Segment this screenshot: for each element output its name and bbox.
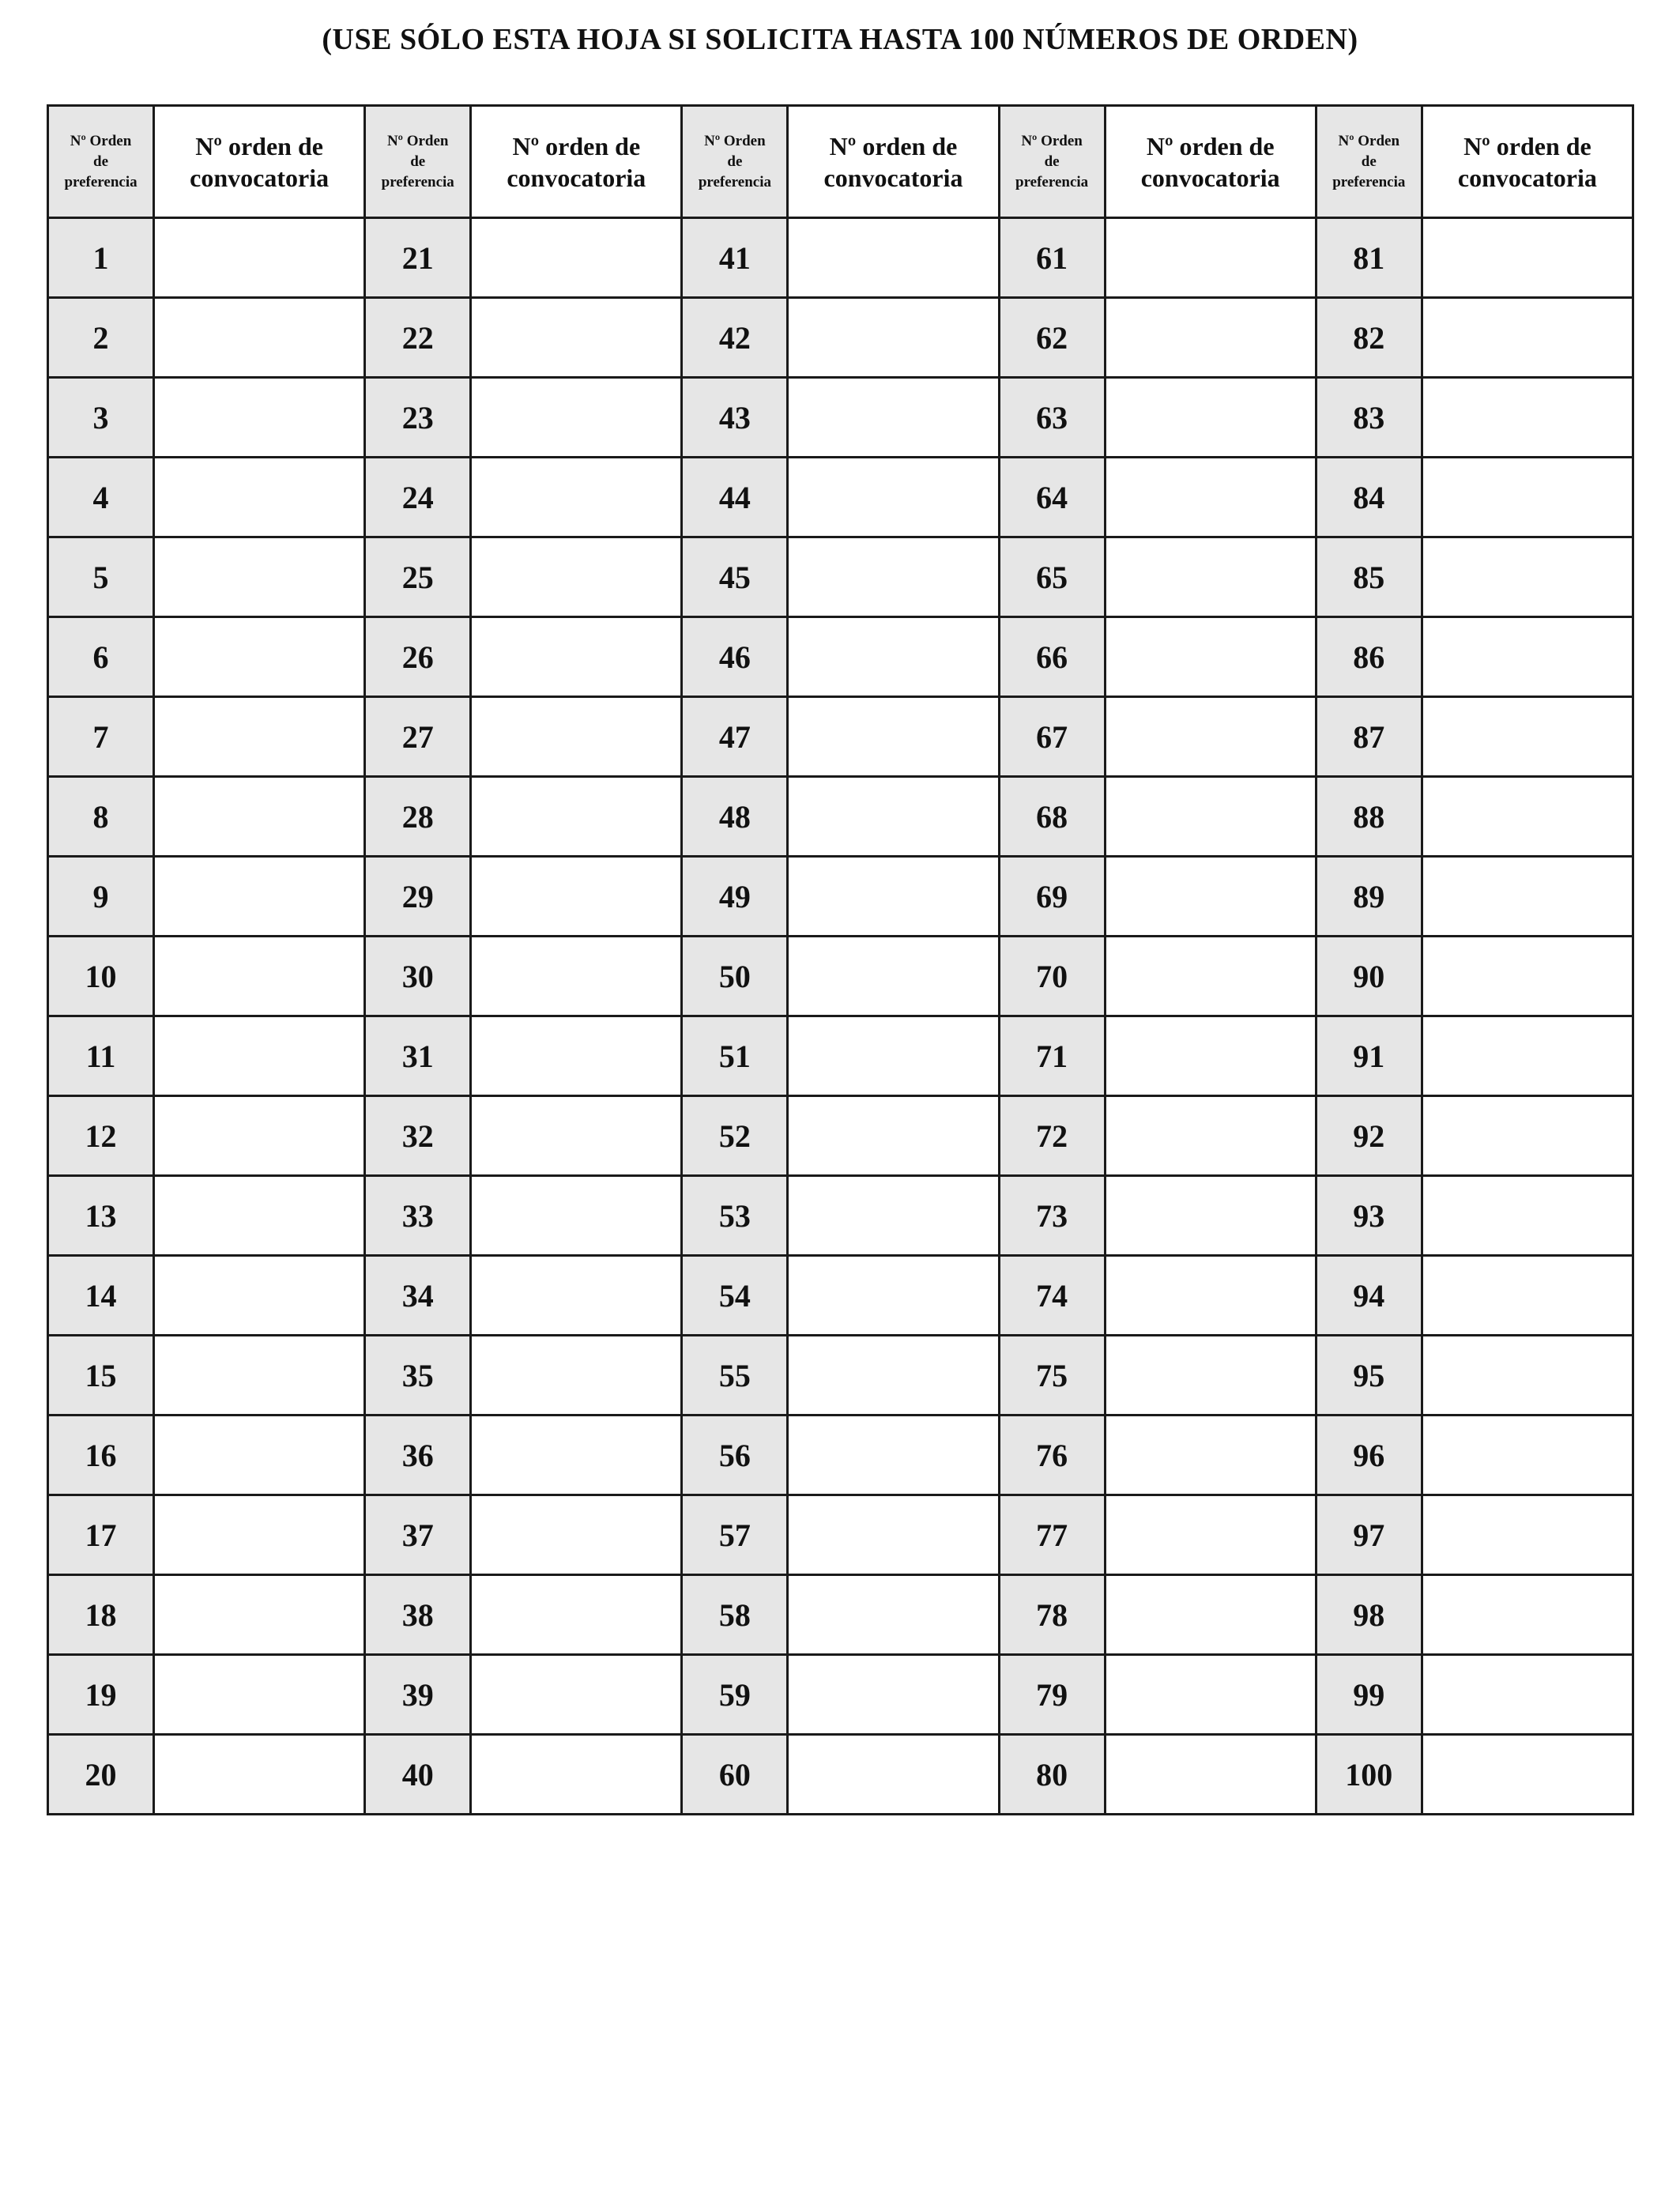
call-order-entry-cell[interactable]	[154, 937, 365, 1016]
header-text-line: Nº Orden	[704, 132, 766, 149]
header-call-order	[1422, 106, 1633, 218]
call-order-entry-cell[interactable]	[154, 1735, 365, 1815]
header-text-line: de	[1044, 153, 1060, 170]
header-text-line: de	[727, 153, 743, 170]
call-order-entry-cell[interactable]	[1105, 458, 1316, 537]
call-order-entry-cell[interactable]	[1105, 1575, 1316, 1655]
call-order-entry-cell[interactable]	[1422, 1096, 1633, 1176]
call-order-entry-cell[interactable]	[154, 1176, 365, 1256]
header-text-line: de	[1361, 153, 1377, 170]
call-order-entry-cell[interactable]	[154, 1655, 365, 1735]
preference-number-cell: 69	[999, 857, 1105, 937]
preference-number-cell: 47	[682, 697, 788, 777]
header-text-line: convocatoria	[190, 163, 330, 192]
call-order-entry-cell[interactable]	[1105, 1336, 1316, 1416]
preference-number-cell: 59	[682, 1655, 788, 1735]
preference-number-cell: 2	[48, 298, 154, 378]
call-order-entry-cell[interactable]	[471, 1735, 682, 1815]
preference-number-cell: 77	[999, 1495, 1105, 1575]
header-text-line: Nº orden de	[1463, 131, 1591, 160]
call-order-entry-cell[interactable]	[154, 1256, 365, 1336]
preference-number-cell: 12	[48, 1096, 154, 1176]
preference-number-cell: 16	[48, 1416, 154, 1495]
call-order-entry-cell[interactable]	[788, 1096, 999, 1176]
call-order-entry-cell[interactable]	[1105, 378, 1316, 458]
preference-number-cell: 31	[365, 1016, 471, 1096]
call-order-entry-cell[interactable]	[154, 1495, 365, 1575]
call-order-entry-cell[interactable]	[1105, 298, 1316, 378]
header-text-line: Nº orden de	[195, 131, 323, 160]
table-row	[48, 937, 1633, 1016]
preference-number-cell: 65	[999, 537, 1105, 617]
call-order-entry-cell[interactable]	[1422, 1256, 1633, 1336]
preference-number-cell: 60	[682, 1735, 788, 1815]
preference-number-cell: 4	[48, 458, 154, 537]
call-order-entry-cell[interactable]	[788, 937, 999, 1016]
call-order-entry-cell[interactable]	[788, 1336, 999, 1416]
call-order-entry-cell[interactable]	[154, 697, 365, 777]
call-order-entry-cell[interactable]	[154, 777, 365, 857]
table-row	[48, 537, 1633, 617]
call-order-entry-cell[interactable]	[1105, 1176, 1316, 1256]
table-row	[48, 1655, 1633, 1735]
call-order-entry-cell[interactable]	[1422, 777, 1633, 857]
preference-number-cell: 38	[365, 1575, 471, 1655]
call-order-entry-cell[interactable]	[788, 1416, 999, 1495]
call-order-entry-cell[interactable]	[1422, 697, 1633, 777]
table-row	[48, 378, 1633, 458]
call-order-entry-cell[interactable]	[1422, 218, 1633, 298]
table-row	[48, 1416, 1633, 1495]
header-call-order	[471, 106, 682, 218]
call-order-entry-cell[interactable]	[471, 777, 682, 857]
preference-number-cell: 87	[1316, 697, 1422, 777]
preference-number-cell: 23	[365, 378, 471, 458]
call-order-entry-cell[interactable]	[154, 1575, 365, 1655]
call-order-entry-cell[interactable]	[1105, 1096, 1316, 1176]
header-text-line: convocatoria	[507, 163, 646, 192]
call-order-entry-cell[interactable]	[471, 1495, 682, 1575]
preference-number-cell: 76	[999, 1416, 1105, 1495]
call-order-entry-cell[interactable]	[154, 218, 365, 298]
call-order-entry-cell[interactable]	[788, 298, 999, 378]
header-text-line: convocatoria	[1140, 163, 1280, 192]
call-order-entry-cell[interactable]	[154, 537, 365, 617]
header-text-line: Nº orden de	[512, 131, 641, 160]
call-order-entry-cell[interactable]	[471, 458, 682, 537]
preference-number-cell: 84	[1316, 458, 1422, 537]
header-text-line: preferencia	[698, 173, 771, 190]
call-order-entry-cell[interactable]	[471, 697, 682, 777]
preference-number-cell: 8	[48, 777, 154, 857]
preference-number-cell: 70	[999, 937, 1105, 1016]
table-row	[48, 458, 1633, 537]
call-order-entry-cell[interactable]	[788, 537, 999, 617]
preference-number-cell: 42	[682, 298, 788, 378]
preference-number-cell: 18	[48, 1575, 154, 1655]
preference-number-cell: 74	[999, 1256, 1105, 1336]
call-order-entry-cell[interactable]	[154, 378, 365, 458]
call-order-entry-cell[interactable]	[1105, 937, 1316, 1016]
preference-number-cell: 52	[682, 1096, 788, 1176]
preference-number-cell: 53	[682, 1176, 788, 1256]
call-order-entry-cell[interactable]	[471, 1016, 682, 1096]
call-order-entry-cell[interactable]	[471, 1096, 682, 1176]
table-row	[48, 298, 1633, 378]
preference-number-cell: 41	[682, 218, 788, 298]
call-order-entry-cell[interactable]	[1105, 777, 1316, 857]
header-preference-order	[365, 106, 471, 218]
preference-number-cell: 63	[999, 378, 1105, 458]
call-order-entry-cell[interactable]	[1422, 937, 1633, 1016]
preference-number-cell: 45	[682, 537, 788, 617]
preference-number-cell: 48	[682, 777, 788, 857]
preference-number-cell: 58	[682, 1575, 788, 1655]
call-order-entry-cell[interactable]	[154, 857, 365, 937]
preference-number-cell: 85	[1316, 537, 1422, 617]
preference-number-cell: 5	[48, 537, 154, 617]
preference-number-cell: 97	[1316, 1495, 1422, 1575]
preference-number-cell: 94	[1316, 1256, 1422, 1336]
call-order-entry-cell[interactable]	[788, 458, 999, 537]
header-text-line: convocatoria	[1457, 163, 1597, 192]
call-order-entry-cell[interactable]	[471, 1655, 682, 1735]
call-order-entry-cell[interactable]	[1422, 1416, 1633, 1495]
preference-number-cell: 73	[999, 1176, 1105, 1256]
call-order-entry-cell[interactable]	[788, 697, 999, 777]
preference-number-cell: 30	[365, 937, 471, 1016]
preference-number-cell: 32	[365, 1096, 471, 1176]
preference-number-cell: 11	[48, 1016, 154, 1096]
preference-number-cell: 86	[1316, 617, 1422, 697]
call-order-entry-cell[interactable]	[1422, 1016, 1633, 1096]
call-order-entry-cell[interactable]	[1105, 1655, 1316, 1735]
preference-number-cell: 99	[1316, 1655, 1422, 1735]
preference-number-cell: 28	[365, 777, 471, 857]
call-order-entry-cell[interactable]	[1105, 857, 1316, 937]
call-order-entry-cell[interactable]	[788, 1575, 999, 1655]
header-text-line: preferencia	[64, 173, 137, 190]
header-text-line: Nº orden de	[829, 131, 958, 160]
preference-number-cell: 71	[999, 1016, 1105, 1096]
call-order-entry-cell[interactable]	[1422, 1176, 1633, 1256]
preference-number-cell: 98	[1316, 1575, 1422, 1655]
call-order-entry-cell[interactable]	[1105, 1735, 1316, 1815]
header-text-line: de	[93, 153, 109, 170]
table-row	[48, 1256, 1633, 1336]
preference-number-cell: 15	[48, 1336, 154, 1416]
preference-number-cell: 66	[999, 617, 1105, 697]
header-text-line: preferencia	[381, 173, 454, 190]
preference-number-cell: 35	[365, 1336, 471, 1416]
header-text-line: Nº Orden	[1021, 132, 1083, 149]
preference-number-cell: 19	[48, 1655, 154, 1735]
header-text-line: Nº orden de	[1146, 131, 1275, 160]
preference-number-cell: 62	[999, 298, 1105, 378]
call-order-entry-cell[interactable]	[1422, 857, 1633, 937]
preference-number-cell: 46	[682, 617, 788, 697]
preference-number-cell: 7	[48, 697, 154, 777]
call-order-entry-cell[interactable]	[1422, 1575, 1633, 1655]
preference-number-cell: 26	[365, 617, 471, 697]
preference-number-cell: 25	[365, 537, 471, 617]
preference-number-cell: 55	[682, 1336, 788, 1416]
table-row	[48, 1575, 1633, 1655]
preference-number-cell: 51	[682, 1016, 788, 1096]
header-text-line: preferencia	[1332, 173, 1406, 190]
call-order-entry-cell[interactable]	[471, 1575, 682, 1655]
call-order-entry-cell[interactable]	[1105, 1016, 1316, 1096]
header-preference-order	[999, 106, 1105, 218]
call-order-entry-cell[interactable]	[154, 617, 365, 697]
header-text-line: Nº Orden	[386, 132, 449, 149]
header-text-line: de	[410, 153, 426, 170]
preference-number-cell: 3	[48, 378, 154, 458]
call-order-entry-cell[interactable]	[154, 458, 365, 537]
table-row	[48, 1176, 1633, 1256]
call-order-entry-cell[interactable]	[471, 537, 682, 617]
header-text-line: convocatoria	[823, 163, 963, 192]
preference-number-cell: 39	[365, 1655, 471, 1735]
header-call-order	[154, 106, 365, 218]
preference-number-cell: 37	[365, 1495, 471, 1575]
preference-number-cell: 64	[999, 458, 1105, 537]
call-order-entry-cell[interactable]	[1422, 1495, 1633, 1575]
preference-number-cell: 27	[365, 697, 471, 777]
header-call-order	[788, 106, 999, 218]
call-order-entry-cell[interactable]	[788, 1495, 999, 1575]
table-row	[48, 777, 1633, 857]
call-order-entry-cell[interactable]	[154, 1416, 365, 1495]
preference-number-cell: 34	[365, 1256, 471, 1336]
table-row	[48, 1096, 1633, 1176]
call-order-entry-cell[interactable]	[1422, 1336, 1633, 1416]
preference-number-cell: 13	[48, 1176, 154, 1256]
header-call-order	[1105, 106, 1316, 218]
call-order-entry-cell[interactable]	[788, 1016, 999, 1096]
preference-number-cell: 49	[682, 857, 788, 937]
call-order-entry-cell[interactable]	[788, 617, 999, 697]
preference-number-cell: 21	[365, 218, 471, 298]
preference-number-cell: 50	[682, 937, 788, 1016]
preference-number-cell: 43	[682, 378, 788, 458]
preference-number-cell: 14	[48, 1256, 154, 1336]
preference-number-cell: 100	[1316, 1735, 1422, 1815]
table-row	[48, 218, 1633, 298]
preference-number-cell: 24	[365, 458, 471, 537]
table-row	[48, 1016, 1633, 1096]
call-order-entry-cell[interactable]	[1105, 1256, 1316, 1336]
call-order-entry-cell[interactable]	[788, 857, 999, 937]
call-order-entry-cell[interactable]	[1105, 617, 1316, 697]
call-order-entry-cell[interactable]	[154, 1096, 365, 1176]
order-preference-table	[47, 104, 1634, 1815]
call-order-entry-cell[interactable]	[1422, 537, 1633, 617]
preference-number-cell: 80	[999, 1735, 1105, 1815]
preference-number-cell: 81	[1316, 218, 1422, 298]
call-order-entry-cell[interactable]	[471, 298, 682, 378]
preference-number-cell: 9	[48, 857, 154, 937]
call-order-entry-cell[interactable]	[788, 1735, 999, 1815]
table-row	[48, 617, 1633, 697]
preference-number-cell: 93	[1316, 1176, 1422, 1256]
preference-number-cell: 88	[1316, 777, 1422, 857]
table-row	[48, 697, 1633, 777]
call-order-entry-cell[interactable]	[1105, 697, 1316, 777]
preference-number-cell: 82	[1316, 298, 1422, 378]
preference-number-cell: 6	[48, 617, 154, 697]
preference-number-cell: 20	[48, 1735, 154, 1815]
header-text-line: Nº Orden	[1338, 132, 1400, 149]
preference-number-cell: 61	[999, 218, 1105, 298]
call-order-entry-cell[interactable]	[154, 298, 365, 378]
table-row	[48, 1495, 1633, 1575]
preference-number-cell: 56	[682, 1416, 788, 1495]
table-row	[48, 1735, 1633, 1815]
call-order-entry-cell[interactable]	[788, 1655, 999, 1735]
call-order-entry-cell[interactable]	[1105, 218, 1316, 298]
call-order-entry-cell[interactable]	[471, 857, 682, 937]
call-order-entry-cell[interactable]	[154, 1336, 365, 1416]
preference-number-cell: 36	[365, 1416, 471, 1495]
call-order-entry-cell[interactable]	[471, 1256, 682, 1336]
preference-number-cell: 57	[682, 1495, 788, 1575]
call-order-entry-cell[interactable]	[1422, 1735, 1633, 1815]
preference-number-cell: 89	[1316, 857, 1422, 937]
header-text-line: Nº Orden	[70, 132, 132, 149]
preference-number-cell: 91	[1316, 1016, 1422, 1096]
table-row	[48, 1336, 1633, 1416]
preference-number-cell: 72	[999, 1096, 1105, 1176]
call-order-entry-cell[interactable]	[788, 378, 999, 458]
call-order-entry-cell[interactable]	[1422, 378, 1633, 458]
preference-number-cell: 67	[999, 697, 1105, 777]
preference-number-cell: 33	[365, 1176, 471, 1256]
preference-number-cell: 54	[682, 1256, 788, 1336]
preference-number-cell: 29	[365, 857, 471, 937]
preference-number-cell: 22	[365, 298, 471, 378]
call-order-entry-cell[interactable]	[471, 1416, 682, 1495]
call-order-entry-cell[interactable]	[788, 777, 999, 857]
preference-number-cell: 96	[1316, 1416, 1422, 1495]
call-order-entry-cell[interactable]	[1105, 537, 1316, 617]
preference-number-cell: 17	[48, 1495, 154, 1575]
call-order-entry-cell[interactable]	[471, 1176, 682, 1256]
call-order-entry-cell[interactable]	[788, 1256, 999, 1336]
header-preference-order	[682, 106, 788, 218]
call-order-entry-cell[interactable]	[788, 1176, 999, 1256]
preference-number-cell: 10	[48, 937, 154, 1016]
preference-number-cell: 75	[999, 1336, 1105, 1416]
preference-number-cell: 83	[1316, 378, 1422, 458]
call-order-entry-cell[interactable]	[1422, 617, 1633, 697]
call-order-entry-cell[interactable]	[154, 1016, 365, 1096]
call-order-entry-cell[interactable]	[1105, 1495, 1316, 1575]
table-header-row	[48, 106, 1633, 218]
call-order-entry-cell[interactable]	[788, 218, 999, 298]
call-order-entry-cell[interactable]	[1422, 298, 1633, 378]
header-preference-order	[1316, 106, 1422, 218]
preference-number-cell: 79	[999, 1655, 1105, 1735]
call-order-entry-cell[interactable]	[471, 1336, 682, 1416]
call-order-entry-cell[interactable]	[1422, 1655, 1633, 1735]
preference-number-cell: 1	[48, 218, 154, 298]
call-order-entry-cell[interactable]	[471, 378, 682, 458]
preference-number-cell: 90	[1316, 937, 1422, 1016]
header-text-line: preferencia	[1015, 173, 1089, 190]
document-title: (USE SÓLO ESTA HOJA SI SOLICITA HASTA 100 NÚMEROS DE ORDEN)	[322, 23, 1358, 56]
call-order-entry-cell[interactable]	[471, 937, 682, 1016]
call-order-entry-cell[interactable]	[471, 617, 682, 697]
table-row	[48, 857, 1633, 937]
header-preference-order	[48, 106, 154, 218]
call-order-entry-cell[interactable]	[1422, 458, 1633, 537]
preference-number-cell: 68	[999, 777, 1105, 857]
preference-number-cell: 40	[365, 1735, 471, 1815]
call-order-entry-cell[interactable]	[1105, 1416, 1316, 1495]
preference-number-cell: 95	[1316, 1336, 1422, 1416]
preference-number-cell: 44	[682, 458, 788, 537]
preference-number-cell: 92	[1316, 1096, 1422, 1176]
preference-number-cell: 78	[999, 1575, 1105, 1655]
call-order-entry-cell[interactable]	[471, 218, 682, 298]
